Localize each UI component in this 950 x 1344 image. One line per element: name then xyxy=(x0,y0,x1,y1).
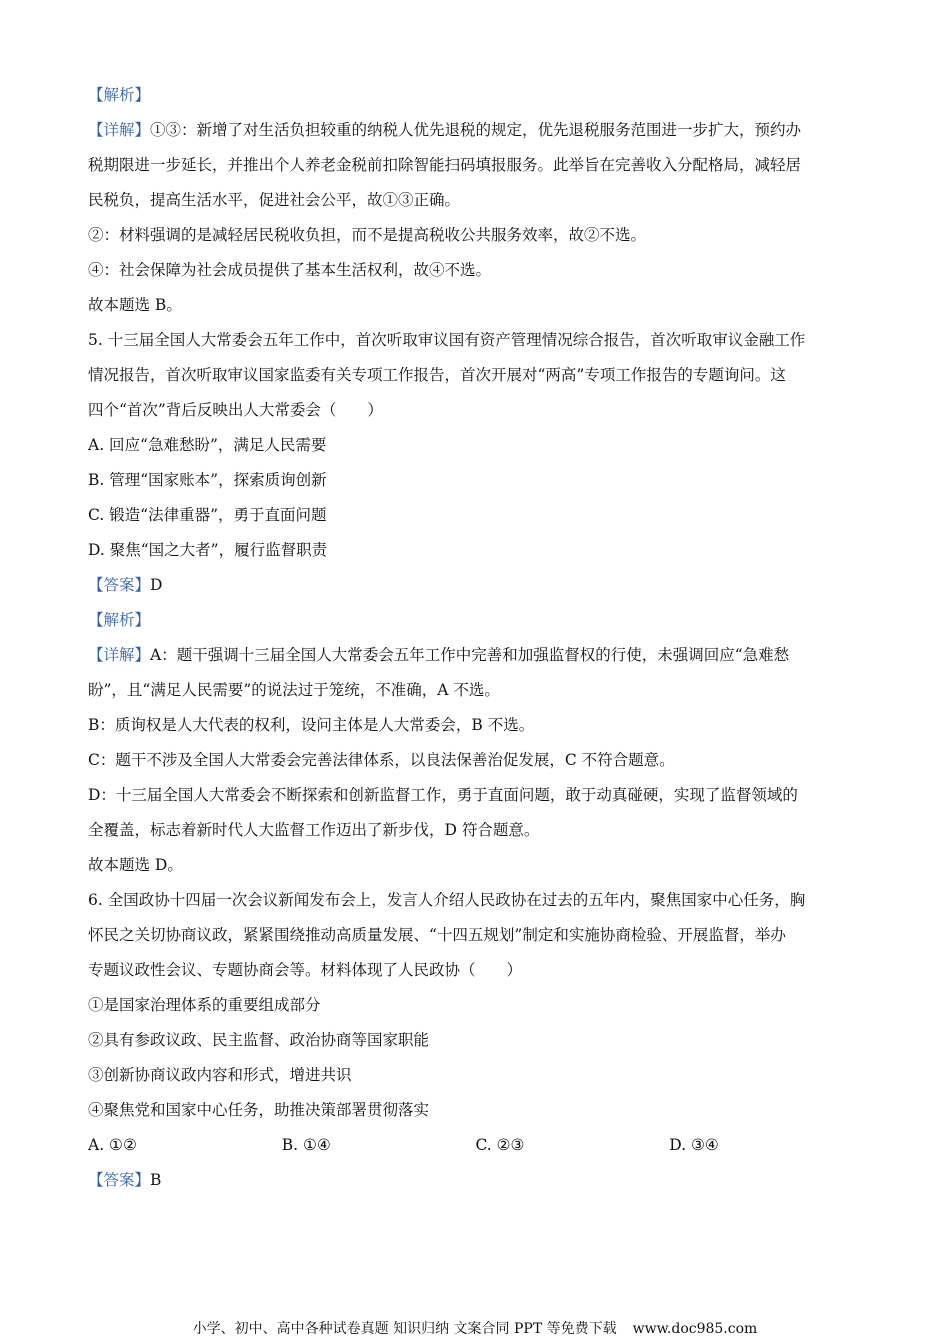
text-line xyxy=(88,113,863,148)
statement-1 xyxy=(88,988,863,1023)
question-5-stem xyxy=(88,358,863,393)
footer-url[interactable]: www.doc985.com xyxy=(632,1321,758,1337)
footer-text: 小学、初中、高中各种试卷真题 知识归纳 文案合同 PPT 等免费下载 xyxy=(192,1321,617,1337)
section-tag: 【解析】 xyxy=(88,611,151,629)
text-line xyxy=(88,848,863,883)
line-text: B. 管理“国家账本”，探索质询创新 xyxy=(88,471,327,489)
line-text: 四个“首次”背后反映出人大常委会（ ） xyxy=(88,401,383,419)
question-6-options xyxy=(88,1128,863,1163)
text-line xyxy=(88,78,863,113)
option-b xyxy=(88,463,863,498)
text-line xyxy=(88,288,863,323)
line-text: B：质询权是人大代表的权利，设问主体是人大常委会，B 不选。 xyxy=(88,716,535,734)
text-line xyxy=(88,778,863,813)
text-line xyxy=(88,183,863,218)
text-line xyxy=(88,638,863,673)
text-line xyxy=(88,603,863,638)
line-text: B xyxy=(150,1171,162,1189)
option-b: B. ①④ xyxy=(281,1136,331,1154)
line-text: ②：材料强调的是减轻居民税收负担，而不是提高税收公共服务效率，故②不选。 xyxy=(88,226,647,244)
line-text: ④聚焦党和国家中心任务，助推决策部署贯彻落实 xyxy=(88,1101,430,1119)
line-text: A. 回应“急难愁盼”，满足人民需要 xyxy=(88,436,327,454)
line-text: D xyxy=(150,576,163,594)
line-text: 6. 全国政协十四届一次会议新闻发布会上，发言人介绍人民政协在过去的五年内，聚焦国家中心任务，胸 xyxy=(88,891,806,909)
line-text: 情况报告，首次听取审议国家监委有关专项工作报告，首次开展对“两高”专项工作报告的专题询问。这 xyxy=(88,366,786,384)
statement-3 xyxy=(88,1058,863,1093)
line-text: D. 聚焦“国之大者”，履行监督职责 xyxy=(88,541,328,559)
line-text: 盼”，且“满足人民需要”的说法过于笼统，不准确，A 不选。 xyxy=(88,681,500,699)
page-footer xyxy=(0,1318,950,1338)
line-text: ④：社会保障为社会成员提供了基本生活权利，故④不选。 xyxy=(88,261,492,279)
question-5-stem xyxy=(88,323,863,358)
text-line xyxy=(88,743,863,778)
line-text: 故本题选 B。 xyxy=(88,296,182,314)
line-text: 全覆盖，标志着新时代人大监督工作迈出了新步伐，D 符合题意。 xyxy=(88,821,540,839)
line-text: 民税负，提高生活水平，促进社会公平，故①③正确。 xyxy=(88,191,461,209)
answer-line xyxy=(88,568,863,603)
line-text: 怀民之关切协商议政，紧紧围绕推动高质量发展、“十四五规划”制定和实施协商检验、开展监督，举办 xyxy=(88,926,786,944)
line-text: ①是国家治理体系的重要组成部分 xyxy=(88,996,321,1014)
question-6-stem xyxy=(88,918,863,953)
option-a xyxy=(88,428,863,463)
option-d: D. ③④ xyxy=(669,1136,719,1154)
section-tag: 【详解】 xyxy=(88,646,151,664)
question-6-stem xyxy=(88,953,863,988)
answer-line xyxy=(88,1163,863,1198)
option-c: C. ②③ xyxy=(475,1136,525,1154)
line-text: C. 锻造“法律重器”，勇于直面问题 xyxy=(88,506,327,524)
statement-2 xyxy=(88,1023,863,1058)
line-text: 故本题选 D。 xyxy=(88,856,183,874)
line-text: 5. 十三届全国人大常委会五年工作中，首次听取审议国有资产管理情况综合报告，首次听取审议金融工作 xyxy=(88,331,806,349)
text-line xyxy=(88,813,863,848)
line-text: C：题干不涉及全国人大常委会完善法律体系，以良法保善治促发展，C 不符合题意。 xyxy=(88,751,675,769)
section-tag: 【详解】 xyxy=(88,121,151,139)
line-text: D：十三届全国人大常委会不断探索和创新监督工作，勇于直面问题，敢于动真碰硬，实现了监督领域的 xyxy=(88,786,798,804)
option-c xyxy=(88,498,863,533)
document-page xyxy=(88,78,863,1198)
section-tag: 【答案】 xyxy=(88,1171,151,1189)
text-line xyxy=(88,708,863,743)
text-line xyxy=(88,673,863,708)
statement-4 xyxy=(88,1093,863,1128)
section-tag: 【解析】 xyxy=(88,86,151,104)
line-text: 专题议政性会议、专题协商会等。材料体现了人民政协（ ） xyxy=(88,961,523,979)
option-a: A. ①② xyxy=(88,1136,137,1154)
text-line xyxy=(88,148,863,183)
line-text: 税期限进一步延长，并推出个人养老金税前扣除智能扫码填报服务。此举旨在完善收入分配格局，减轻居 xyxy=(88,156,802,174)
section-tag: 【答案】 xyxy=(88,576,151,594)
text-line xyxy=(88,218,863,253)
question-6-stem xyxy=(88,883,863,918)
line-text: ②具有参政议政、民主监督、政治协商等国家职能 xyxy=(88,1031,430,1049)
question-5-stem xyxy=(88,393,863,428)
line-text: ③创新协商议政内容和形式，增进共识 xyxy=(88,1066,352,1084)
line-text: A：题干强调十三届全国人大常委会五年工作中完善和加强监督权的行使，未强调回应“急难愁 xyxy=(150,646,790,664)
line-text: ①③：新增了对生活负担较重的纳税人优先退税的规定，优先退税服务范围进一步扩大，预约办 xyxy=(150,121,802,139)
text-line xyxy=(88,253,863,288)
option-d xyxy=(88,533,863,568)
